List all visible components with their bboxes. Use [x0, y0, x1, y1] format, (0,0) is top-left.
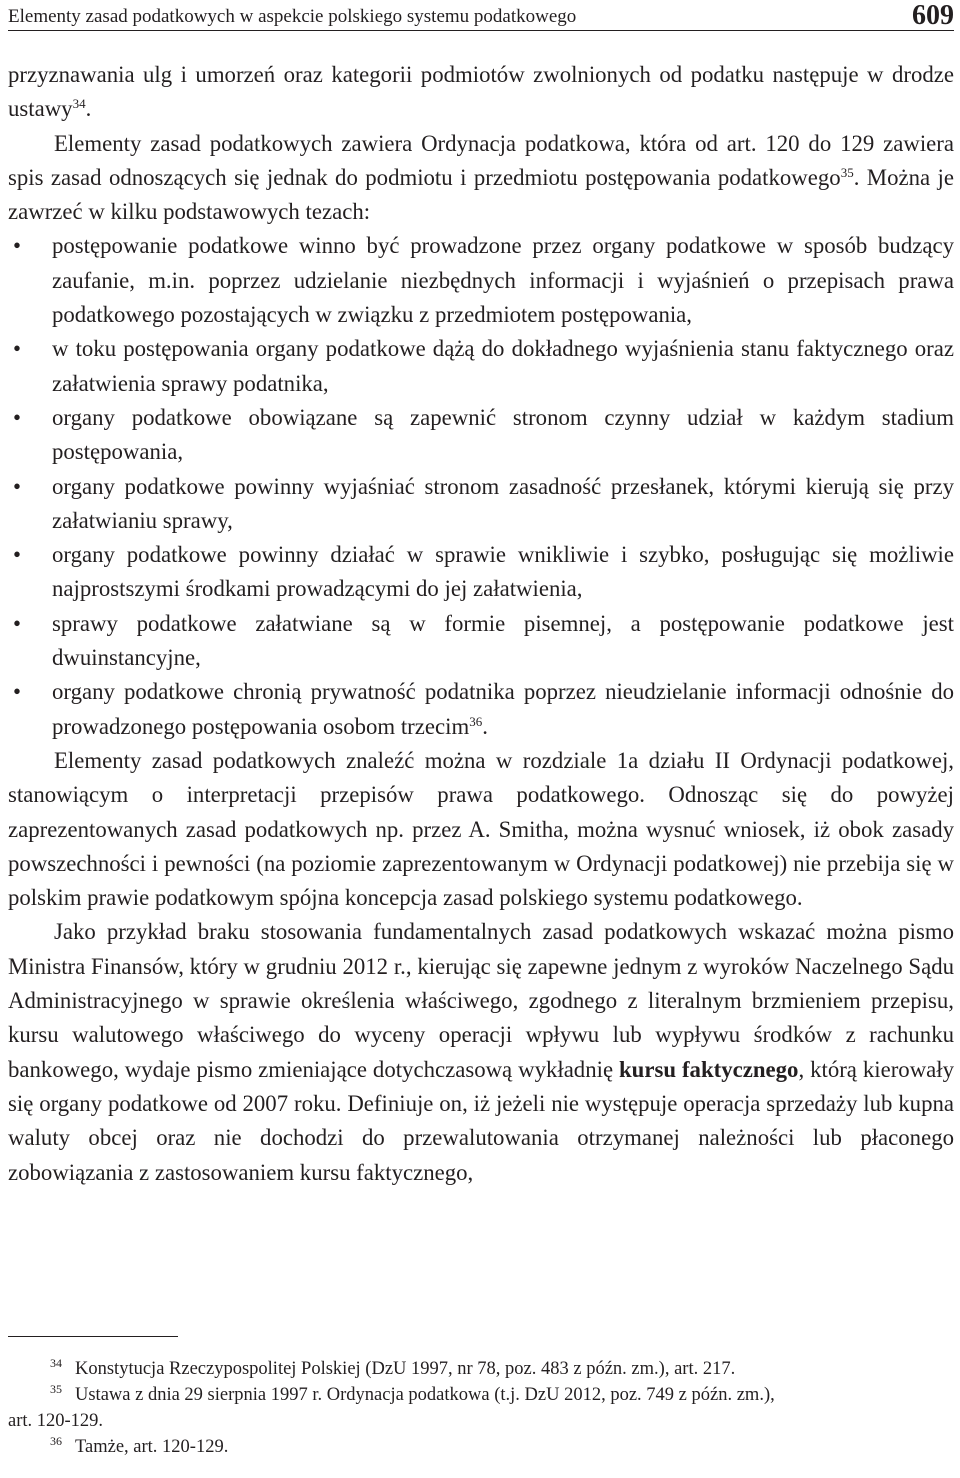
list-item-end: .: [482, 713, 488, 739]
list-item: [8, 675, 954, 744]
bullet-icon: •: [13, 610, 21, 636]
list-item-text: sprawy podatkowe załatwiane są w formie pisemnej, a postępowanie podatkowe jest dwuinstancyjne,: [52, 610, 954, 671]
footnote-36: [8, 1434, 954, 1460]
footnote-35: [8, 1382, 954, 1434]
list-item: [8, 470, 954, 539]
main-text: [8, 58, 954, 1190]
list-item-text: organy podatkowe powinny działać w sprawie wnikliwie i szybko, posługując się możliwie najprostszymi środkami prowadzącymi do jej załatwienia,: [52, 542, 954, 602]
paragraph-2: [8, 127, 954, 230]
theses-list: [8, 229, 954, 743]
list-item: [8, 538, 954, 607]
paragraph-4-start: Jako przykład braku stosowania fundamentalnych zasad podatkowych wskazać można pismo Ministra Finansów, który w grudniu 2012 r., kierując się zapewne jednym z wyroków Naczelnego Sądu Administracyjnego w sprawie określenia właściwego, zgodnego z literalnym brzmieniem przepisu, kursu walutowego właściwego do wyceny operacji wpływu lub wypływu środków z rachunku bankowego, wydaje pismo zmieniające dotychczasową wykładnię: [8, 919, 954, 1082]
footnote-text: Ustawa z dnia 29 sierpnia 1997 r. Ordynacja podatkowa (t.j. DzU 2012, poz. 749 z późn. zm.),: [75, 1385, 775, 1405]
bullet-icon: •: [13, 233, 21, 259]
bold-term: kursu faktycznego: [619, 1056, 799, 1082]
footnote-text: Konstytucja Rzeczypospolitej Polskiej (DzU 1997, nr 78, poz. 483 z późn. zm.), art. 217.: [75, 1359, 736, 1379]
paragraph-4: [8, 915, 954, 1189]
bullet-icon: •: [13, 542, 21, 568]
footnote-ref-36[interactable]: 36: [469, 713, 483, 729]
footnote-continuation: art. 120-129.: [8, 1411, 104, 1431]
running-header: [8, 0, 954, 31]
paragraph-2-end: . Można je zawrzeć w kilku podstawowych tezach:: [8, 164, 954, 225]
footnote-number: 35: [50, 1382, 62, 1396]
bullet-icon: •: [13, 336, 21, 362]
footnote-34: [8, 1356, 954, 1382]
list-item-text: postępowanie podatkowe winno być prowadzone przez organy podatkowe w sposób budzący zaufanie, m.in. poprzez udzielanie niezbędnych informacji i wyjaśnień o przepisach prawa podatkowego pozostających w związku z przedmiotem postępowania,: [52, 233, 954, 328]
list-item: [8, 401, 954, 470]
paragraph-2-text: Elementy zasad podatkowych zawiera Ordynacja podatkowa, która od art. 120 do 129 zawiera spis zasad odnoszących się jednak do podmiotu i przedmiotu postępowania podatkowego: [8, 130, 954, 190]
page-number: 609: [912, 0, 954, 31]
list-item-text: organy podatkowe chronią prywatność podatnika poprzez nieudzielanie informacji odnośnie do prowadzonego postępowania osobom trzecim: [52, 679, 954, 739]
footnote-number: 34: [50, 1356, 62, 1370]
footnote-separator: [8, 1336, 178, 1337]
list-item: [8, 332, 954, 401]
paragraph-1-text: przyznawania ulg i umorzeń oraz kategorii podmiotów zwolnionych od podatku następuje w drodze ustawy: [8, 62, 954, 122]
footnote-ref-34[interactable]: 34: [72, 96, 86, 112]
list-item-text: organy podatkowe obowiązane są zapewnić stronom czynny udział w każdym stadium postępowania,: [52, 404, 954, 465]
paragraph-3: Elementy zasad podatkowych znaleźć można w rozdziale 1a działu II Ordynacji podatkowej, stanowiącym o interpretacji przepisów prawa podatkowego. Odnosząc się do powyżej zaprezentowanych zasad podatkowych np. przez A. Smitha, można wysnuć wniosek, iż obok zasady powszechności i pewności (na poziomie zaprezentowanym w Ordynacji podatkowej) nie przebija się w polskim prawie podatkowym spójna koncepcja zasad polskiego systemu podatkowego.: [8, 747, 954, 911]
paragraph-4-end: , którą kierowały się organy podatkowe od 2007 roku. Definiuje on, iż jeżeli nie występuje operacja sprzedaży lub kupna waluty obcej oraz nie dochodzi do przewalutowania otrzymanej należności lub płaconego zobowiązania z zastosowaniem kursu faktycznego,: [8, 1056, 955, 1185]
bullet-icon: •: [13, 404, 21, 430]
bullet-icon: •: [13, 473, 21, 499]
list-item-text: organy podatkowe powinny wyjaśniać stronom zasadność przesłanek, którymi kierują się przy załatwianiu sprawy,: [52, 473, 954, 533]
footnote-number: 36: [50, 1434, 62, 1448]
paragraph-1: [8, 58, 954, 127]
footnote-text: Tamże, art. 120-129.: [75, 1437, 229, 1457]
footnote-ref-35[interactable]: 35: [840, 164, 854, 180]
footnotes: [8, 1356, 954, 1460]
paragraph-1-end: .: [85, 96, 92, 122]
bullet-icon: •: [13, 679, 21, 705]
running-title: Elementy zasad podatkowych w aspekcie polskiego systemu podatkowego: [8, 6, 577, 27]
list-item: [8, 607, 954, 676]
list-item-text: w toku postępowania organy podatkowe dążą do dokładnego wyjaśnienia stanu faktycznego oraz załatwienia sprawy podatnika,: [52, 336, 954, 396]
list-item: [8, 229, 954, 332]
